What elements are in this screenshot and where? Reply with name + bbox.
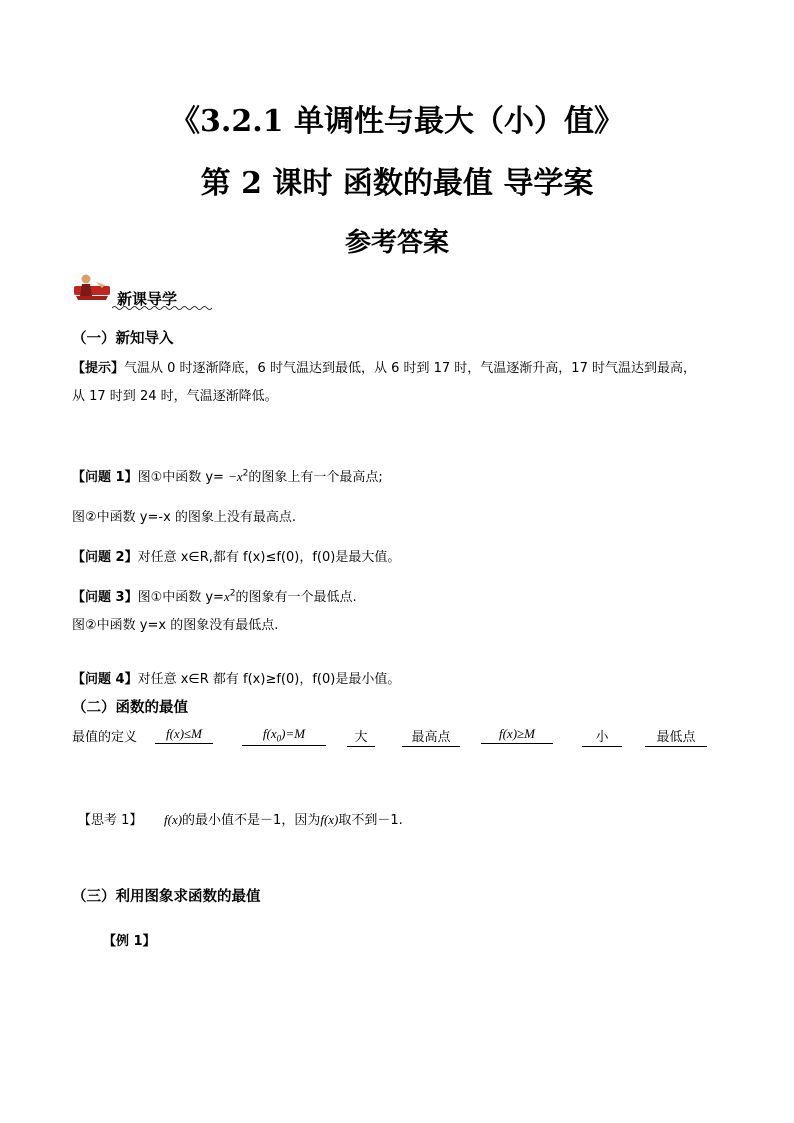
- blank-1-value: f(x)≤M: [155, 726, 213, 744]
- definition-label: 最值的定义: [72, 730, 138, 745]
- question-1-label: 【问题 1】: [72, 470, 138, 485]
- wavy-underline: [112, 305, 212, 311]
- question-3-line-2: 图②中函数 y=x 的图象没有最低点.: [72, 618, 279, 633]
- blank-2-main: f(x: [262, 726, 277, 741]
- think-1-fx-1: f(x): [164, 812, 183, 827]
- section-heading-1: （一）新知导入: [72, 331, 174, 347]
- question-3-exponent: 2: [229, 588, 236, 599]
- question-4: [72, 668, 400, 687]
- definition-blank-7: [645, 726, 707, 747]
- question-3-expr: x: [223, 589, 230, 604]
- blank-5-value: f(x)≥M: [481, 726, 553, 744]
- think-1-label: 【思考 1】: [78, 813, 143, 828]
- question-2-label: 【问题 2】: [72, 550, 138, 565]
- question-1-expr: −x: [228, 469, 243, 484]
- section-heading-3: （三）利用图象求函数的最值: [72, 889, 261, 905]
- title-line-1: 《3.2.1 单调性与最大（小）值》: [170, 104, 624, 139]
- question-2-text: 对任意 x∈R,都有 f(x)≤f(0)，f(0)是最大值。: [137, 550, 401, 565]
- new-lesson-badge-icon: [72, 272, 112, 304]
- hint-text-1: 气温从 0 时逐渐降底，6 时气温达到最低，从 6 时到 17 时，气温逐渐升高，17 时气温达到最高，: [124, 361, 696, 376]
- definition-blank-6: [582, 726, 622, 747]
- blank-2-value: [242, 726, 326, 746]
- definition-blank-5: [481, 726, 553, 744]
- think-1-text-b: 取不到－1.: [338, 813, 403, 828]
- think-1-text-a: 的最小值不是－1，因为: [182, 813, 321, 828]
- question-4-text: 对任意 x∈R 都有 f(x)≥f(0)，f(0)是最小值。: [137, 672, 401, 687]
- blank-4-value: 最高点: [402, 726, 460, 747]
- definition-blank-3: [347, 726, 375, 747]
- question-1: [72, 466, 383, 485]
- blank-7-value: 最低点: [645, 726, 707, 747]
- question-2: [72, 546, 400, 565]
- example-1-label: 【例 1】: [103, 934, 156, 949]
- blank-6-value: 小: [582, 726, 622, 747]
- blank-2-tail: )=M: [281, 726, 306, 741]
- definition-blank-2: [242, 726, 326, 746]
- section-heading-2: （二）函数的最值: [72, 700, 188, 716]
- question-3-text-b: 的图象有一个最低点.: [235, 590, 357, 605]
- hint-label: 【提示】: [72, 361, 125, 376]
- think-1-fx-2: f(x): [320, 812, 339, 827]
- question-1-exponent: 2: [242, 468, 249, 479]
- definition-blank-4: [402, 726, 460, 747]
- question-1-text-a: 图①中函数 y=: [137, 470, 229, 485]
- question-3-label: 【问题 3】: [72, 590, 138, 605]
- new-lesson-heading: 新课导学: [117, 290, 178, 308]
- blank-3-value: 大: [347, 726, 375, 747]
- question-4-label: 【问题 4】: [72, 672, 138, 687]
- hint-line-1: [72, 357, 696, 376]
- title-line-2: 第 2 课时 函数的最值 导学案: [200, 166, 594, 201]
- think-1-text: [164, 809, 403, 828]
- definition-blank-1: [155, 726, 213, 744]
- hint-line-2: 从 17 时到 24 时，气温逐渐降低。: [72, 389, 278, 404]
- question-3: [72, 586, 357, 605]
- question-1-line-2: 图②中函数 y=-x 的图象上没有最高点.: [72, 510, 297, 525]
- question-1-text-b: 的图象上有一个最高点;: [248, 470, 383, 485]
- title-answer-key: 参考答案: [344, 228, 449, 258]
- blank-2-sub: 0: [276, 733, 282, 744]
- question-3-text-a: 图①中函数 y=: [137, 590, 224, 605]
